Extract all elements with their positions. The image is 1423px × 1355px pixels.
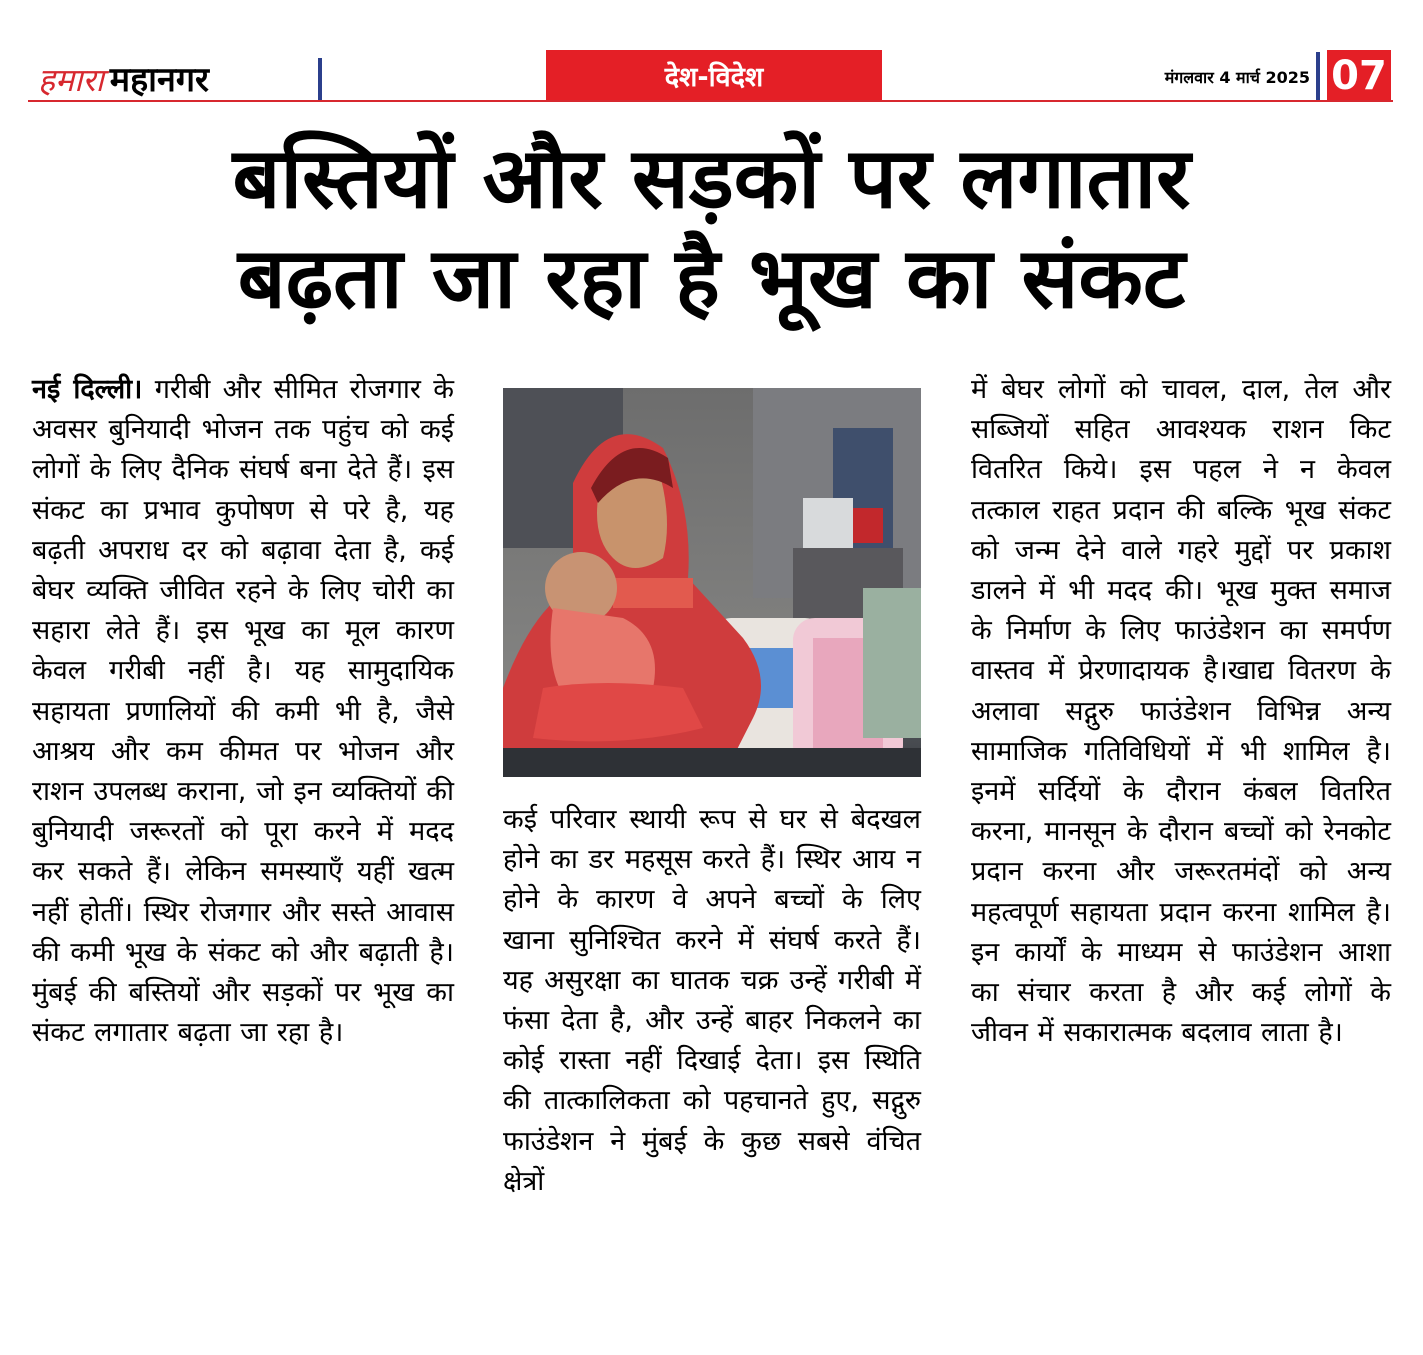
photo-woman-with-child [503,388,921,777]
masthead [0,0,1423,110]
headline [40,128,1383,328]
column-1-text: गरीबी और सीमित रोजगार के अवसर बुनियादी भोजन तक पहुंच को कई लोगों के लिए दैनिक संघर्ष बना देते हैं। इस संकट का प्रभाव कुपोषण से परे है, यह बढ़ती अपराध दर को बढ़ावा देता है, कई बेघर व्यक्ति जीवित रहने के लिए चोरी का सहारा लेते हैं। इस भूख का मूल कारण केवल गरीबी नहीं है। यह सामुदायिक सहायता प्रणालियों की कमी भी है, जैसे आश्रय और कम कीमत पर भोजन और राशन उपलब्ध कराना, जो इन व्यक्तियों की बुनियादी जरूरतों को पूरा करने में मदद कर सकते हैं। लेकिन समस्याएँ यहीं खत्म नहीं होतीं। स्थिर रोजगार और सस्ते आवास की कमी भूख के संकट को और बढ़ाती है। मुंबई की बस्तियों और सड़कों पर भूख का संकट लगातार बढ़ता जा रहा है। [32,374,455,1049]
dateline: नई दिल्ली। [32,374,143,405]
newspaper-logo [38,52,209,100]
logo-main: महानगर [109,60,209,100]
section-label: देश-विदेश [546,50,882,100]
article-column-2 [503,800,921,1330]
headline-line-2: बढ़ता जा रहा है भूख का संकट [237,229,1186,327]
column-2-text: कई परिवार स्थायी रूप से घर से बेदखल होने का डर महसूस करते हैं। स्थिर आय न होने के कारण वे अपने बच्चों के लिए खाना सुनिश्चित करने में संघर्ष करते हैं। यह असुरक्षा का घातक चक्र उन्हें गरीबी में फंसा देता है, और उन्हें बाहर निकलने का कोई रास्ता नहीं दिखाई देता। इस स्थिति की तात्कालिकता को पहचानते हुए, सद्गुरु फाउंडेशन ने मुंबई के कुछ सबसे वंचित क्षेत्रों [503,804,921,1197]
headline-line-1: बस्तियों और सड़कों पर लगातार [232,129,1191,227]
article-column-1 [32,370,454,1330]
article-photo [503,388,921,777]
article-column-3 [971,370,1391,1130]
page-number: 07 [1327,50,1391,102]
column-3-text: में बेघर लोगों को चावल, दाल, तेल और सब्जियों सहित आवश्यक राशन किट वितरित किये। इस पहल ने न केवल तत्काल राहत प्रदान की बल्कि भूख संकट को जन्म देने वाले गहरे मुद्दों पर प्रकाश डालने में भी मदद की। भूख मुक्त समाज के निर्माण के लिए फाउंडेशन का समर्पण वास्तव में प्रेरणादायक है।खाद्य वितरण के अलावा सद्गुरु फाउंडेशन विभिन्न अन्य सामाजिक गतिविधियों में भी शामिल है। इनमें सर्दियों के दौरान कंबल वितरित करना, मानसून के दौरान बच्चों को रेनकोट प्रदान करना और जरूरतमंदों को अन्य महत्वपूर्ण सहायता प्रदान करना शामिल है। इन कार्यों के माध्यम से फाउंडेशन आशा का संचार करता है और कई लोगों के जीवन में सकारात्मक बदलाव लाता है। [971,374,1391,1049]
header-rule [28,100,1393,102]
issue-date: मंगलवार 4 मार्च 2025 [1164,68,1310,87]
logo-divider [318,58,322,100]
date-divider [1316,52,1320,100]
logo-prefix: हमारा [38,61,104,99]
